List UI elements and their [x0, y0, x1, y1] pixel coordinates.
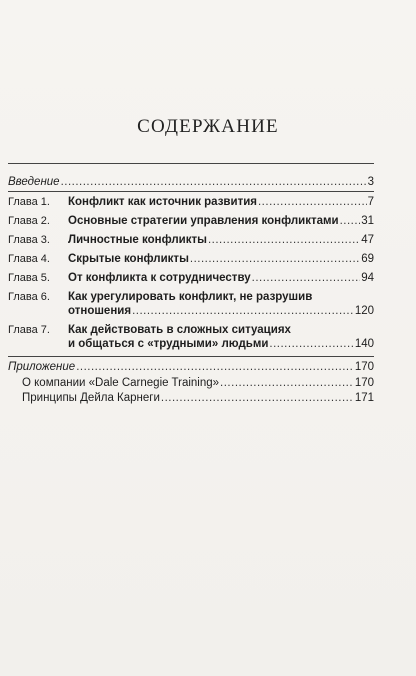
chapter-title: Основные стратегии управления конфликтами [68, 215, 339, 227]
chapter-prefix: Глава 4. [8, 253, 50, 265]
toc-entry-label: О компании «Dale Carnegie Training» [22, 377, 220, 389]
toc-page-number: 140 [354, 338, 374, 350]
divider [8, 356, 374, 357]
chapter-title: Конфликт как источник развития [68, 196, 257, 208]
leader-dots [161, 391, 354, 405]
toc-entry-chapter-5[interactable] [8, 271, 374, 285]
leader-dots [76, 360, 354, 374]
toc-page-number: 120 [354, 305, 374, 317]
top-divider [8, 163, 374, 164]
toc-entry-label: Принципы Дейла Карнеги [22, 392, 160, 404]
toc-page-number: 7 [367, 196, 374, 208]
toc-page-number: 171 [354, 392, 374, 404]
chapter-title: От конфликта к сотрудничеству [68, 272, 251, 284]
leader-dots [208, 233, 360, 247]
chapter-prefix: Глава 2. [8, 215, 50, 227]
chapter-title: Скрытые конфликты [68, 253, 189, 265]
toc-entry-chapter-7[interactable] [8, 323, 374, 351]
toc-entry-chapter-1[interactable] [8, 195, 374, 209]
leader-dots [190, 252, 360, 266]
toc-page-number: 3 [367, 176, 374, 188]
leader-dots [340, 214, 361, 228]
leader-dots [269, 337, 353, 351]
chapter-prefix: Глава 1. [8, 196, 50, 208]
leader-dots [132, 304, 354, 318]
toc-entry-intro[interactable] [8, 175, 374, 189]
toc-entry-chapter-4[interactable] [8, 252, 374, 266]
chapter-title: Как урегулировать конфликт, не разрушив [68, 291, 313, 303]
chapter-prefix: Глава 5. [8, 272, 50, 284]
chapter-title: Личностные конфликты [68, 234, 207, 246]
leader-dots [61, 175, 367, 189]
leader-dots [258, 195, 367, 209]
toc-entry-chapter-6[interactable] [8, 290, 374, 318]
chapter-title-continued: и общаться с «трудными» людьми [68, 338, 269, 350]
chapter-prefix: Глава 6. [8, 291, 50, 303]
toc-page-number: 94 [361, 272, 374, 284]
chapter-title: Как действовать в сложных ситуациях [68, 324, 291, 336]
page-title: СОДЕРЖАНИЕ [137, 116, 279, 137]
toc-entry-label: Введение [8, 176, 60, 188]
toc-page-number: 170 [354, 361, 374, 373]
chapter-prefix: Глава 3. [8, 234, 50, 246]
toc-page-number: 69 [361, 253, 374, 265]
toc-page-number: 31 [361, 215, 374, 227]
toc-entry-chapter-3[interactable] [8, 233, 374, 247]
toc-entry-label: Приложение [8, 361, 76, 373]
divider [8, 191, 374, 192]
toc-entry-appendix[interactable] [8, 360, 374, 374]
chapter-title-continued: отношения [68, 305, 132, 317]
toc-entry-appendix-item-1[interactable] [8, 376, 374, 390]
toc-entry-appendix-item-2[interactable] [8, 391, 374, 405]
leader-dots [252, 271, 361, 285]
chapter-prefix: Глава 7. [8, 324, 50, 336]
leader-dots [220, 376, 354, 390]
toc-entry-chapter-2[interactable] [8, 214, 374, 228]
toc-page-number: 47 [361, 234, 374, 246]
toc-page-number: 170 [354, 377, 374, 389]
